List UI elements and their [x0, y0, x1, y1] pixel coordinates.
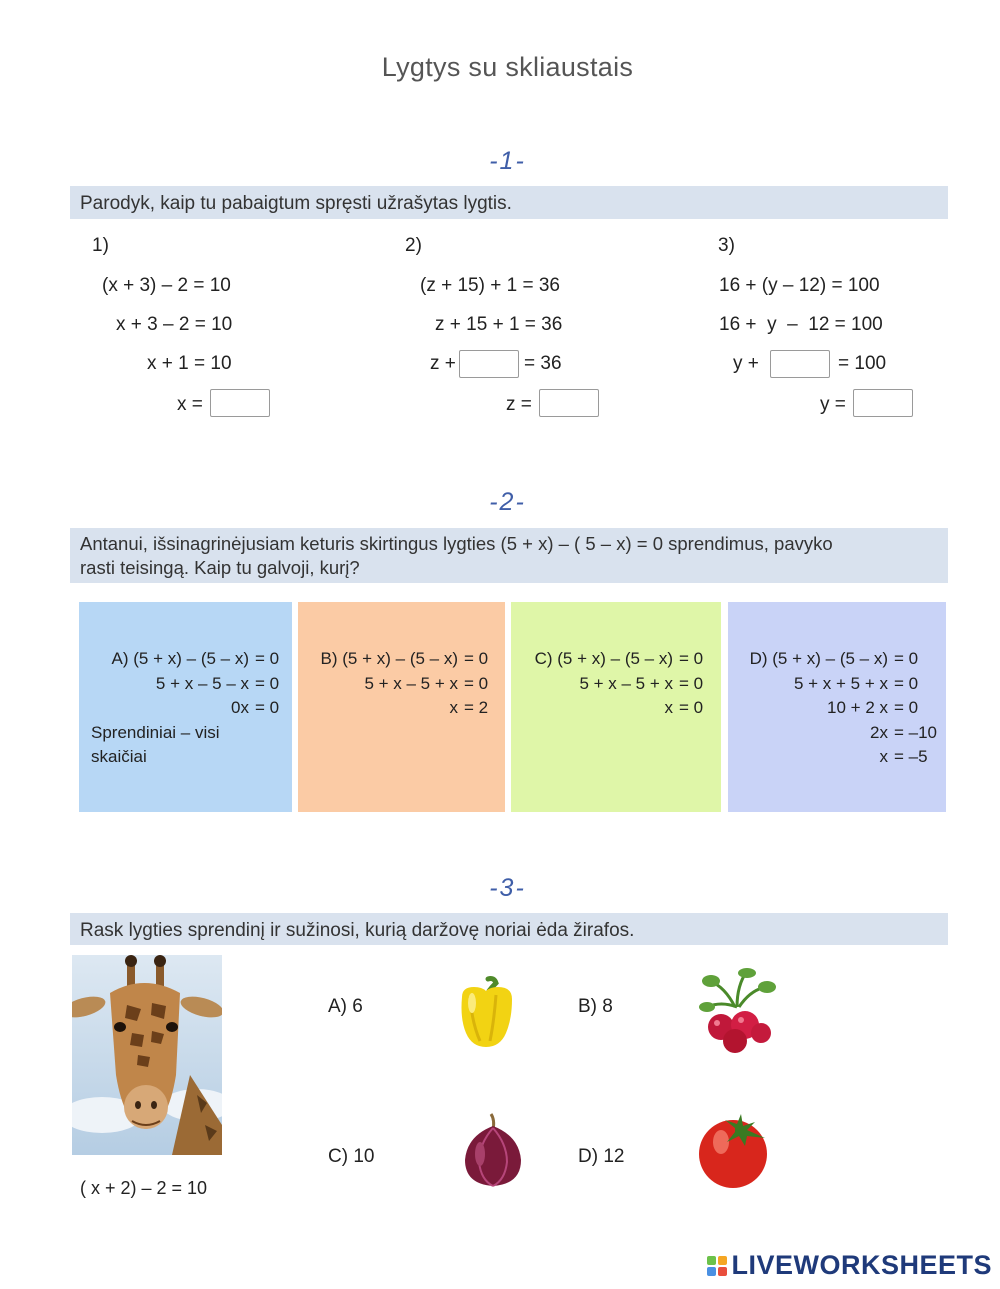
yellow-pepper-icon[interactable] [452, 975, 522, 1050]
card-d-row-4-right: = –10 [894, 722, 938, 742]
tomato-icon[interactable] [695, 1108, 780, 1193]
giraffe-image [72, 955, 222, 1155]
card-c-row-3-right: = 0 [679, 698, 704, 717]
choice-a-label[interactable]: A) 6 [328, 996, 363, 1017]
problem-1-answer-input[interactable] [210, 389, 270, 417]
red-onion-icon[interactable] [458, 1110, 528, 1190]
option-card-d[interactable] [728, 602, 946, 812]
card-a-row-2-right: = 0 [255, 673, 280, 693]
problem-3-line-1: 16 + (y – 12) = 100 [719, 275, 880, 296]
card-d-row-4-left: 2x [870, 722, 888, 742]
card-a-text-2: skaičiai [91, 747, 147, 766]
problem-2-line-2: z + 15 + 1 = 36 [435, 314, 563, 335]
option-card-b[interactable] [298, 602, 505, 812]
problem-2-blank-input[interactable] [459, 350, 519, 378]
card-a-row-3-left: 0x [231, 698, 249, 717]
problem-1-line-1: (x + 3) – 2 = 10 [102, 275, 231, 296]
option-card-c[interactable] [511, 602, 721, 812]
card-b-row-3-right: = 2 [464, 698, 489, 717]
problem-3-line-2: 16 + y – 12 = 100 [719, 314, 883, 335]
card-c-row-1-right: = 0 [679, 649, 704, 668]
section-2-instruction-line-1: Antanui, išsinagrinėjusiam keturis skirtingus lygties (5 + x) – ( 5 – x) = 0 sprendimus, pavyko [80, 533, 833, 554]
problem-3-blank-suffix: = 100 [838, 353, 887, 374]
problem-1-line-2: x + 3 – 2 = 10 [116, 314, 233, 335]
option-card-a[interactable] [79, 602, 292, 812]
problem-2-label: 2) [405, 235, 422, 256]
section-2-number: -2- [489, 488, 526, 516]
radish-icon[interactable] [695, 967, 780, 1057]
choice-d-label[interactable]: D) 12 [578, 1146, 625, 1167]
problem-2-blank-suffix: = 36 [524, 353, 562, 374]
card-c-row-1-left: C) (5 + x) – (5 – x) [534, 649, 673, 668]
problem-3-label: 3) [718, 235, 735, 256]
card-a-row-1-left: A) (5 + x) – (5 – x) [111, 649, 249, 668]
problem-1-label: 1) [92, 235, 109, 256]
problem-3-blank-input[interactable] [770, 350, 830, 378]
problem-1-line-3: x + 1 = 10 [147, 353, 232, 374]
card-d-row-3-right: = 0 [894, 698, 919, 717]
section-2-instruction-line-2: rasti teisingą. Kaip tu galvoji, kurį? [80, 557, 360, 578]
card-d-row-1-left: D) (5 + x) – (5 – x) [749, 649, 888, 668]
problem-1-answer-label: x = [177, 394, 203, 415]
card-d-row-1-right: = 0 [894, 649, 919, 668]
card-d-row-5-left: x [879, 747, 888, 766]
card-c-row-3-left: x [664, 698, 673, 717]
card-a-row-3-right: = 0 [255, 698, 280, 717]
card-b-row-2-left: 5 + x – 5 + x [364, 673, 458, 693]
card-b-row-1-left: B) (5 + x) – (5 – x) [320, 649, 458, 668]
page-title: Lygtys su skliaustais [381, 52, 634, 82]
card-d-row-3-left: 10 + 2 x [827, 698, 888, 717]
card-a-row-1-right: = 0 [255, 649, 280, 668]
card-b-row-3-left: x [449, 698, 458, 717]
card-d-row-5-right: = –5 [894, 747, 928, 766]
card-b-row-1-right: = 0 [464, 649, 489, 668]
problem-2-blank-prefix: z + [430, 353, 456, 374]
card-b-row-2-right: = 0 [464, 673, 489, 693]
choice-c-label[interactable]: C) 10 [328, 1146, 375, 1167]
section-3-equation: ( x + 2) – 2 = 10 [80, 1178, 208, 1198]
liveworksheets-logo [707, 1250, 992, 1281]
problem-2-line-1: (z + 15) + 1 = 36 [420, 275, 560, 296]
section-3-number: -3- [489, 874, 526, 902]
card-a-row-2-left: 5 + x – 5 – x [155, 673, 249, 693]
section-2-instruction [70, 528, 948, 583]
problem-2-answer-input[interactable] [539, 389, 599, 417]
card-c-row-2-right: = 0 [679, 673, 704, 693]
section-1-instruction: Parodyk, kaip tu pabaigtum spręsti užrašytas lygtis. [70, 186, 948, 219]
logo-mark-icon [707, 1256, 727, 1276]
choice-b-label[interactable]: B) 8 [578, 996, 613, 1017]
card-d-row-2-right: = 0 [894, 673, 919, 693]
card-a-text-1: Sprendiniai – visi [91, 722, 220, 742]
card-d-row-2-left: 5 + x + 5 + x [793, 673, 888, 693]
problem-3-answer-input[interactable] [853, 389, 913, 417]
problem-3-blank-prefix: y + [733, 353, 759, 374]
problem-3-answer-label: y = [820, 394, 846, 415]
card-c-row-2-left: 5 + x – 5 + x [579, 673, 673, 693]
logo-text: LIVEWORKSHEETS [731, 1250, 992, 1280]
giraffe-illustration [72, 955, 222, 1155]
section-1-number: -1- [489, 147, 526, 175]
problem-2-answer-label: z = [506, 394, 532, 415]
section-3-instruction: Rask lygties sprendinį ir sužinosi, kurią daržovę noriai ėda žirafos. [70, 913, 948, 945]
